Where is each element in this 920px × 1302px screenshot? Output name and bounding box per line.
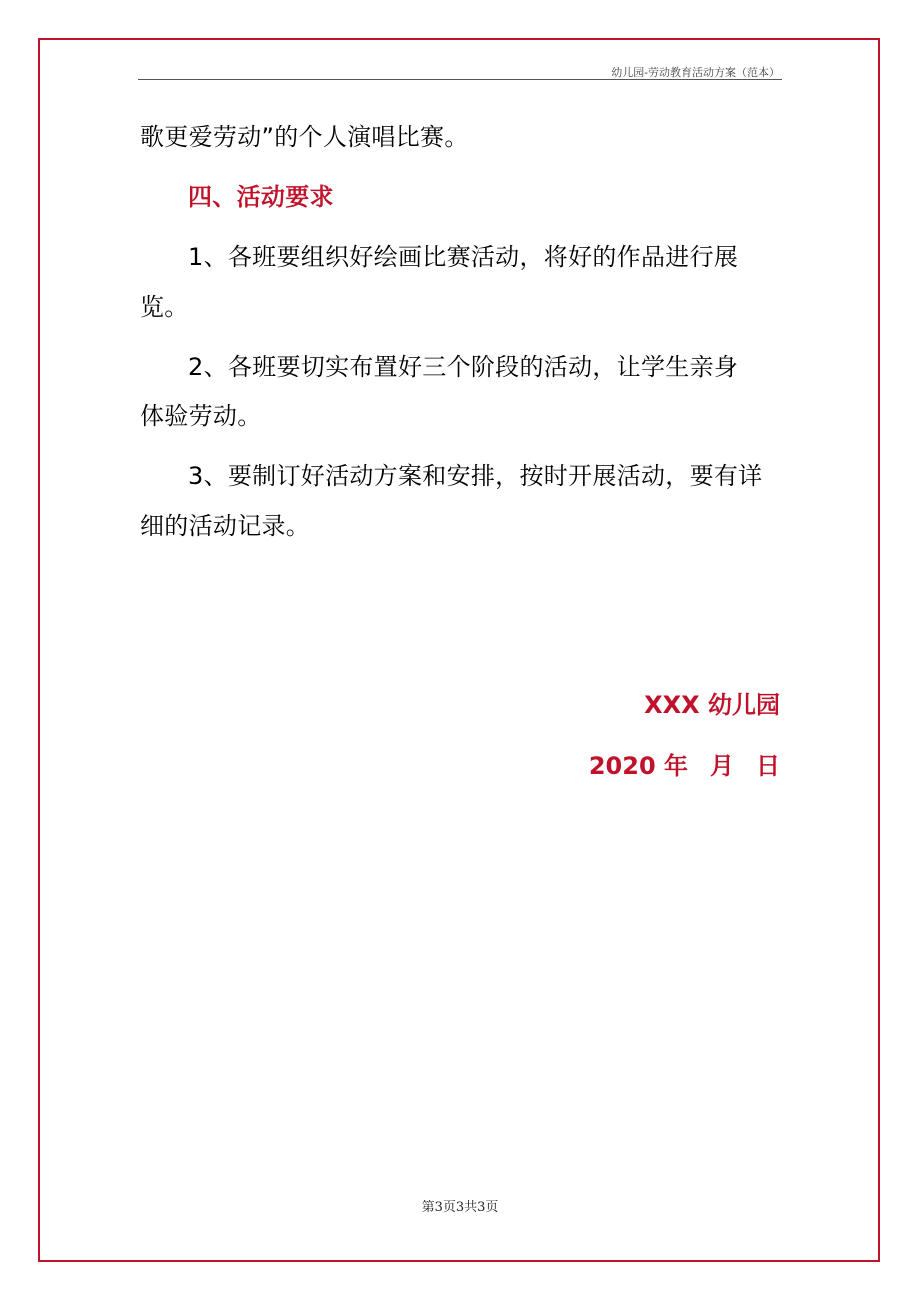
requirement-item-2-line-1: 2、各班要切实布置好三个阶段的活动，让学生亲身 (188, 353, 739, 381)
footer-total-pages: 3 (477, 1200, 486, 1215)
paragraph-continuation: 歌更爱劳动”的个人演唱比赛。 (140, 123, 469, 151)
requirement-item-3-line-1: 3、要制订好活动方案和安排，按时开展活动，要有详 (188, 462, 763, 490)
date-day: 日 (756, 752, 780, 780)
requirement-item-1-line-1: 1、各班要组织好绘画比赛活动，将好的作品进行展 (188, 243, 739, 271)
footer-suffix: 页 (485, 1200, 499, 1215)
date-month: 月 (710, 752, 734, 780)
requirement-item-1-line-2: 览。 (140, 293, 189, 321)
header-divider (138, 79, 782, 80)
requirement-item-2-line-2: 体验劳动。 (140, 402, 262, 430)
page-footer (0, 1196, 920, 1215)
signature-organization: XXX 幼儿园 (644, 691, 780, 719)
requirement-item-3-line-2: 细的活动记录。 (140, 512, 311, 540)
footer-prefix: 第 (421, 1200, 435, 1215)
date-year: 2020 年 (588, 752, 688, 780)
page-border (38, 38, 880, 1262)
running-header: 幼儿园-劳动教育活动方案（范本） (611, 66, 780, 79)
section-heading: 四、活动要求 (188, 183, 334, 211)
footer-current-page: 3 (434, 1200, 443, 1215)
footer-middle: 页3共 (442, 1200, 478, 1215)
signature-date (589, 751, 780, 781)
